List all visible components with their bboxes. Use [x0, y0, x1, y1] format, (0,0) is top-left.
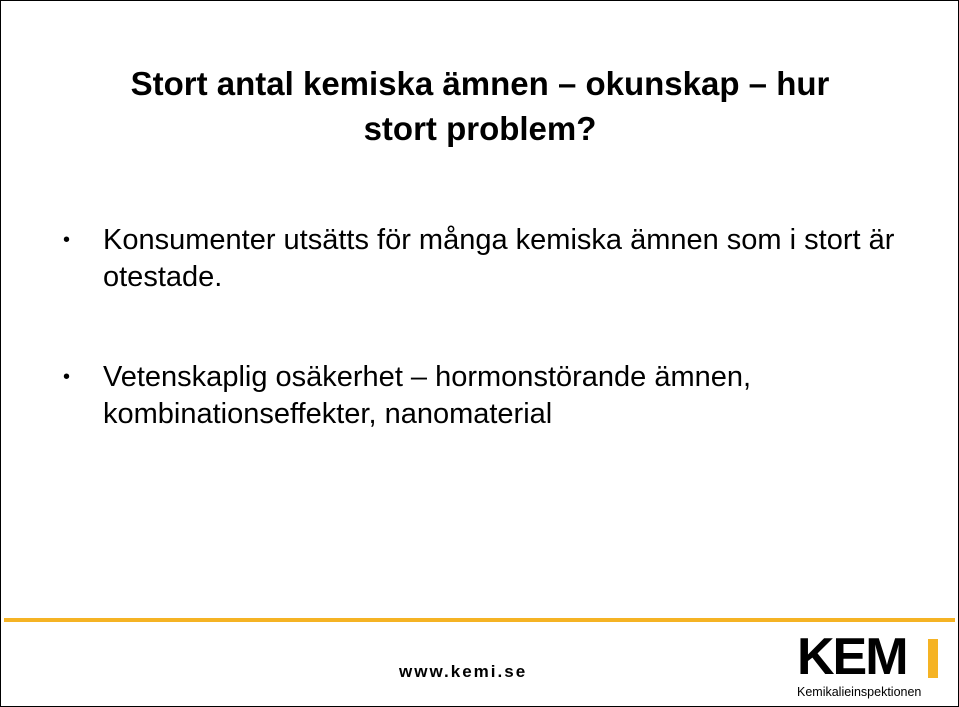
bullet-text: Vetenskaplig osäkerhet – hormonstörande ämnen, kombinationseffekter, nanomaterial [103, 361, 752, 430]
bullet-list [61, 222, 921, 433]
slide-title-line-2: stort problem? [363, 110, 597, 147]
bullet-item [61, 359, 921, 433]
footer-divider [4, 618, 955, 622]
bullet-marker: • [63, 366, 71, 388]
footer-url: www.kemi.se [399, 662, 528, 681]
bullet-item [61, 222, 921, 296]
logo-subtitle: Kemikalieinspektionen [797, 685, 922, 699]
bullet-marker: • [63, 229, 71, 251]
slide-title [19, 61, 941, 151]
logo-wordmark: KEM [797, 628, 907, 686]
kemi-logo [797, 628, 945, 701]
bullet-text: Konsumenter utsätts för många kemiska ämnen som i stort är otestade. [103, 224, 895, 293]
logo-accent-bar [928, 639, 938, 678]
slide-title-line-1: Stort antal kemiska ämnen – okunskap – hur [130, 65, 830, 102]
